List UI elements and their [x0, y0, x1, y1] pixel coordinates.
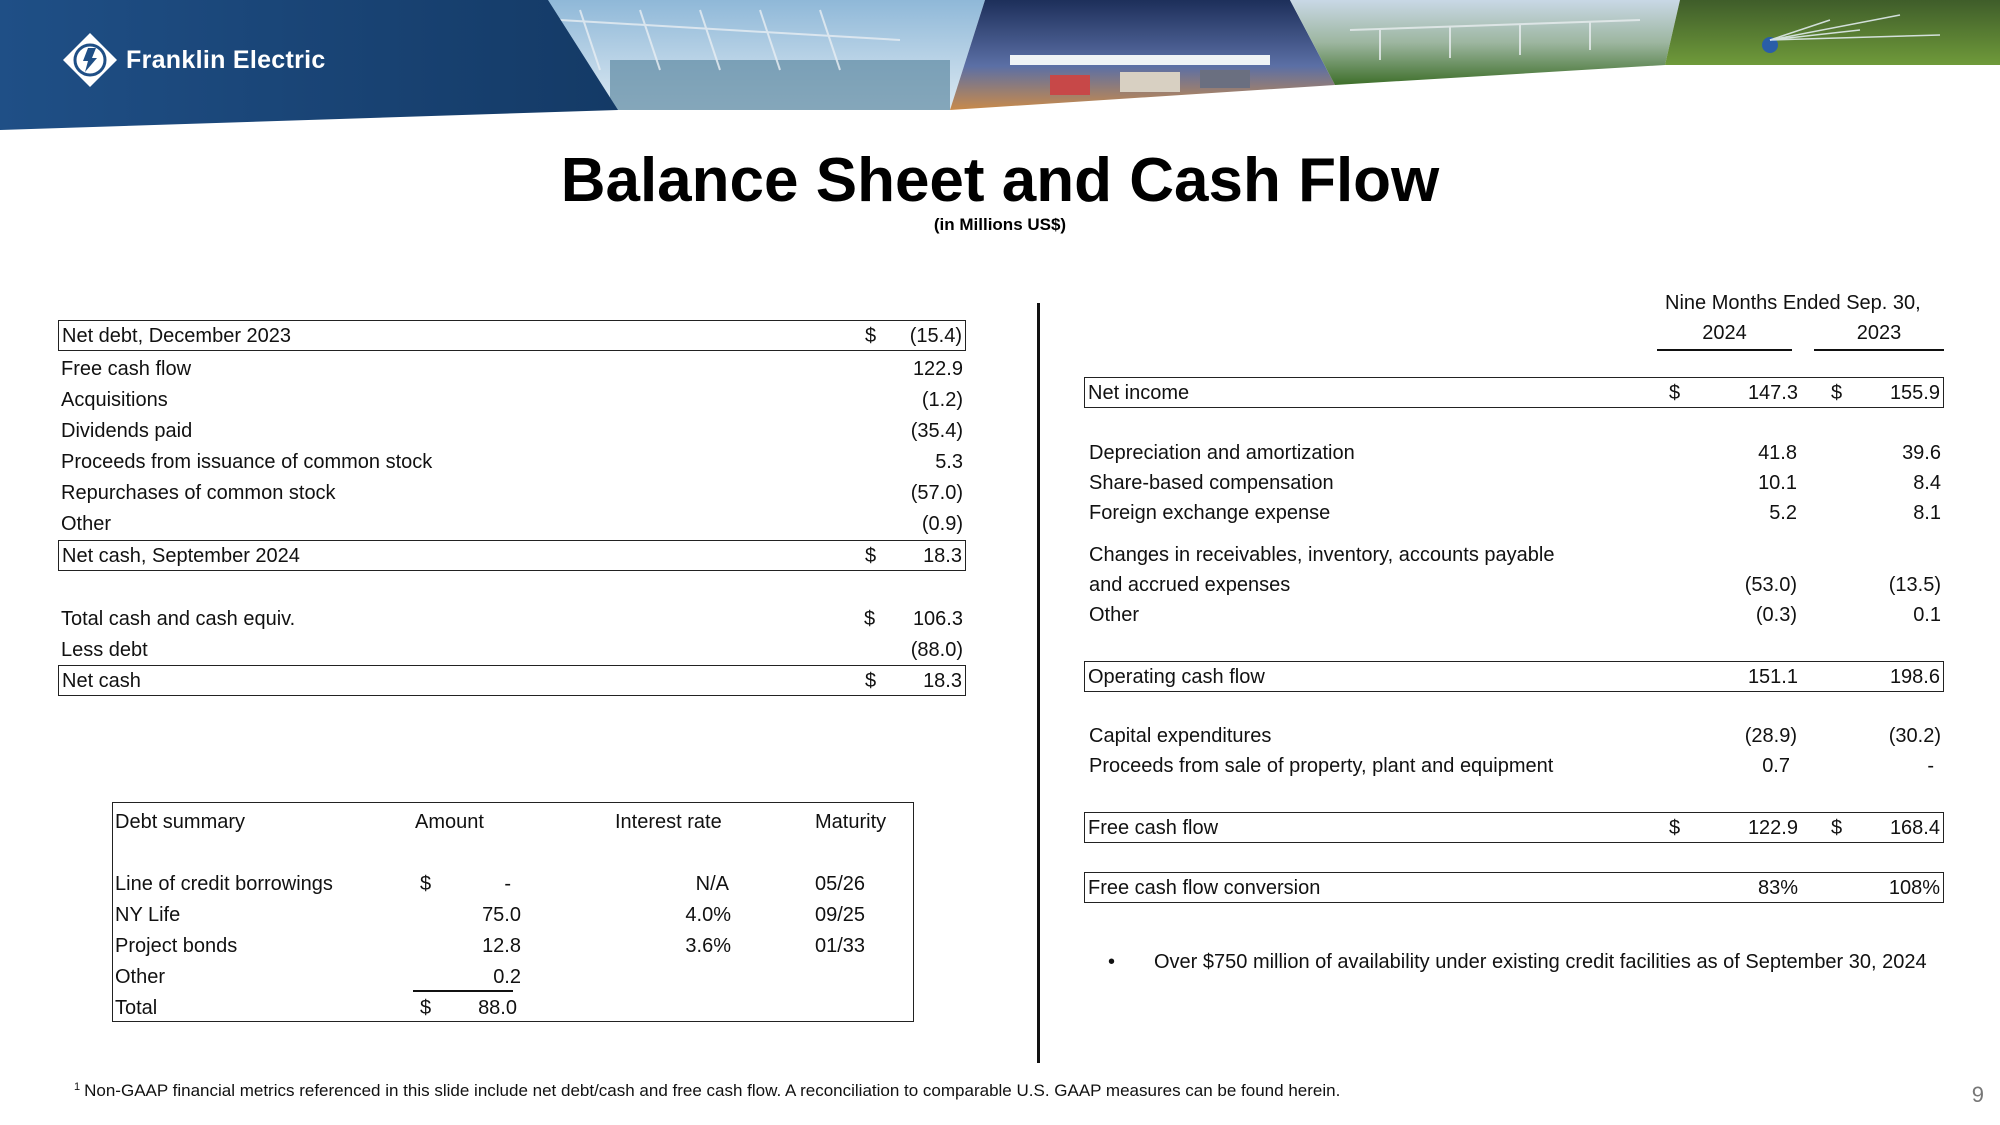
table-header: Debt summary Amount Interest rate Maturity: [115, 811, 887, 833]
table-row: Net cash, September 2024 $ 18.3: [58, 540, 966, 571]
footnote-marker: 1: [74, 1081, 81, 1093]
footnote-text: Non-GAAP financial metrics referenced in this slide include net debt/cash and free cash flow. A reconciliation to comparable U.S. GAAP measures can be found herein.: [84, 1081, 1341, 1100]
year-header-2023: 2023: [1814, 318, 1944, 351]
table-row: Changes in receivables, inventory, accounts payable: [1089, 544, 1555, 566]
table-row: Free cash flow conversion 83% 108%: [1084, 872, 1944, 903]
total-underline: [413, 990, 513, 992]
table-row: Foreign exchange expense 5.2 8.1: [1089, 502, 1941, 524]
table-row: Project bonds 12.8 3.6% 01/33: [115, 935, 866, 957]
brand-name: Franklin Electric: [126, 46, 326, 74]
table-row: Operating cash flow 151.1 198.6: [1084, 661, 1944, 692]
table-row: Share-based compensation 10.1 8.4: [1089, 472, 1941, 494]
page-subtitle: (in Millions US$): [933, 215, 1067, 234]
table-row: Other 0.2: [115, 966, 521, 988]
table-row: Total cash and cash equiv. $ 106.3: [61, 608, 963, 630]
table-row: Net debt, December 2023 $ (15.4): [58, 320, 966, 351]
table-row: Acquisitions (1.2): [61, 389, 963, 411]
table-row: Line of credit borrowings $ - N/A 05/26: [115, 873, 866, 895]
table-row: Other (0.9): [61, 513, 963, 535]
table-row: Net cash $ 18.3: [58, 665, 966, 696]
photo-irrigation: [1290, 0, 1680, 85]
column-divider: [1037, 303, 1040, 1063]
debt-summary-table: [112, 802, 914, 1022]
table-row: Dividends paid (35.4): [61, 420, 963, 442]
table-row: Proceeds from sale of property, plant and equipment 0.7 -: [1089, 755, 1934, 777]
table-row: Free cash flow 122.9: [61, 358, 963, 380]
table-row: Capital expenditures (28.9) (30.2): [1089, 725, 1941, 747]
franklin-logo-icon[interactable]: [62, 32, 118, 88]
bullet-text: Over $750 million of availability under existing credit facilities as of September 30, 2024: [1154, 951, 1927, 973]
footnote: [74, 1081, 1340, 1101]
table-row: and accrued expenses (53.0) (13.5): [1089, 574, 1941, 596]
year-header-2024: 2024: [1657, 318, 1792, 351]
table-row: Net income $ 147.3 $ 155.9: [1084, 377, 1944, 408]
table-row: Less debt (88.0): [61, 639, 963, 661]
bullet-icon: •: [1108, 951, 1116, 973]
table-row: Depreciation and amortization 41.8 39.6: [1089, 442, 1941, 464]
table-row: Free cash flow $ 122.9 $ 168.4: [1084, 812, 1944, 843]
page-number: 9: [1971, 1082, 1984, 1107]
table-row: Other (0.3) 0.1: [1089, 604, 1941, 626]
period-header: Nine Months Ended Sep. 30,: [1665, 292, 1921, 314]
table-row: Total $ 88.0: [115, 997, 517, 1019]
table-row: NY Life 75.0 4.0% 09/25: [115, 904, 866, 926]
bullet-point: [1108, 948, 1928, 976]
page-title: Balance Sheet and Cash Flow: [560, 146, 1440, 215]
table-row: Proceeds from issuance of common stock 5.3: [61, 451, 963, 473]
table-row: Repurchases of common stock (57.0): [61, 482, 963, 504]
